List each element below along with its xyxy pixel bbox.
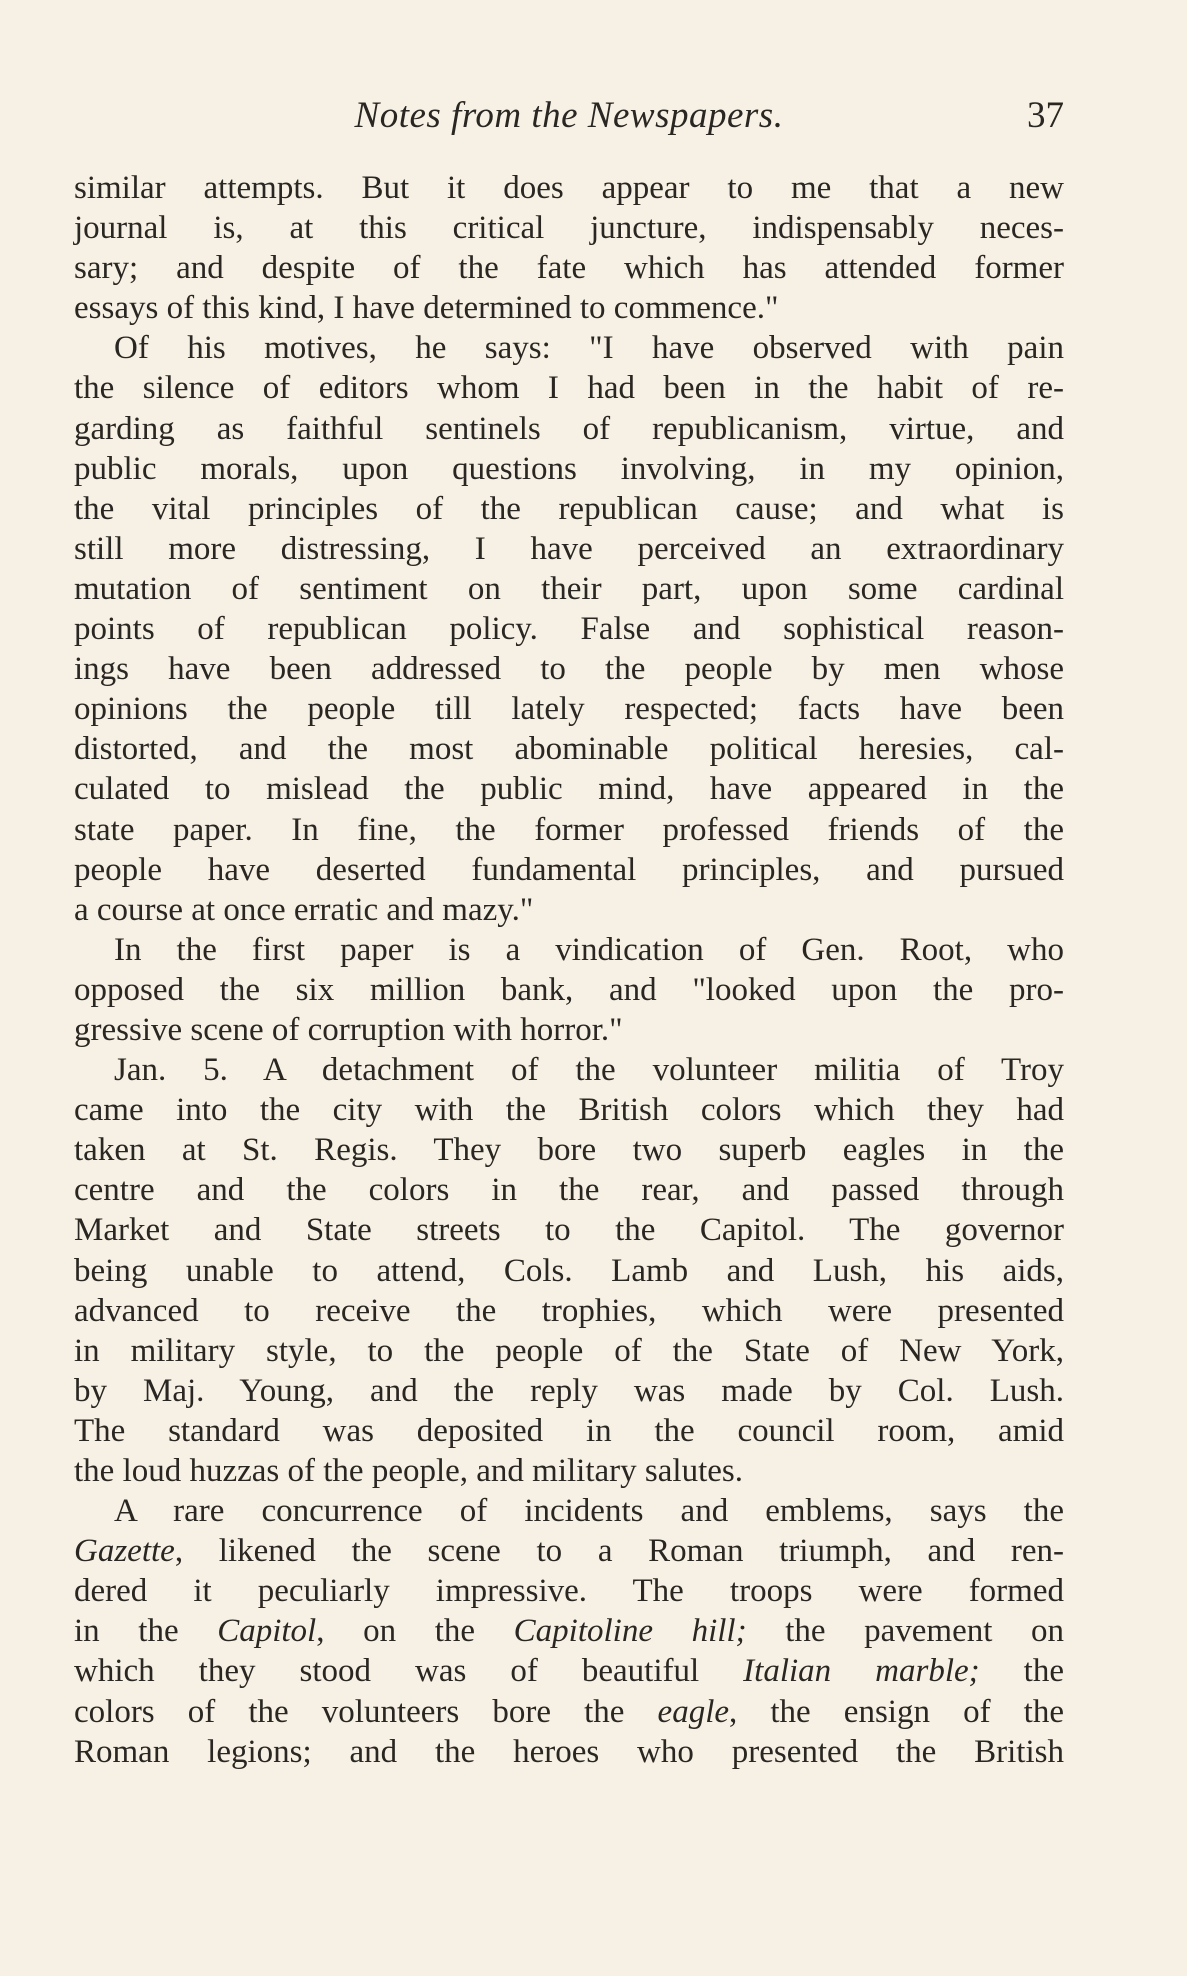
text-line: people have deserted fundamental principles, and pursued	[74, 851, 1064, 888]
text-fragment: , the ensign of the	[729, 1693, 1064, 1730]
text-line: distorted, and the most abominable political heresies, cal-	[74, 731, 1064, 768]
running-title: Notes from the Newspapers.	[354, 95, 784, 136]
text-line: in military style, to the people of the State of New York,	[74, 1332, 1064, 1369]
text-line: essays of this kind, I have determined to commence."	[74, 290, 779, 327]
text-line: state paper. In fine, the former professed friends of the	[74, 811, 1064, 848]
text-fragment: the	[979, 1653, 1064, 1690]
text-line: by Maj. Young, and the reply was made by Col. Lush.	[74, 1372, 1064, 1409]
text-line: garding as faithful sentinels of republicanism, virtue, and	[74, 410, 1064, 447]
text-line: the loud huzzas of the people, and military salutes.	[74, 1453, 743, 1489]
italic-eagle: eagle	[657, 1693, 730, 1730]
text-line: gressive scene of corruption with horror."	[74, 1011, 623, 1048]
text-line: culated to mislead the public mind, have appeared in the	[74, 771, 1064, 808]
page-number: 37	[1027, 95, 1064, 136]
text-fragment: the pavement on	[746, 1613, 1064, 1650]
text-line: advanced to receive the trophies, which were presented	[74, 1292, 1064, 1329]
text-line: centre and the colors in the rear, and passed through	[74, 1172, 1064, 1209]
italic-capitol: Capitol	[217, 1613, 317, 1650]
body-text	[74, 168, 1064, 1772]
italic-gazette: Gazette	[74, 1533, 175, 1570]
text-line: opinions the people till lately respected; facts have been	[74, 691, 1064, 728]
text-fragment: , on the	[316, 1613, 514, 1650]
italic-capitoline-hill: Capitoline hill;	[513, 1613, 747, 1650]
text-line: came into the city with the British colors which they had	[74, 1092, 1064, 1129]
text-fragment: , likened the scene to a Roman triumph, and ren-	[174, 1533, 1064, 1570]
text-line: mutation of sentiment on their part, upon some cardinal	[74, 570, 1064, 607]
text-line: public morals, upon questions involving, in my opinion,	[74, 450, 1064, 487]
text-line: points of republican policy. False and sophistical reason-	[74, 611, 1064, 648]
text-line: The standard was deposited in the council room, amid	[74, 1412, 1064, 1449]
text-line: Of his motives, he says: "I have observed with pain	[114, 330, 1064, 367]
italic-italian-marble: Italian marble;	[743, 1653, 980, 1690]
text-line: In the first paper is a vindication of Gen. Root, who	[114, 931, 1064, 968]
text-line	[74, 1611, 1064, 1651]
text-line: taken at St. Regis. They bore two superb eagles in the	[74, 1132, 1064, 1169]
text-line: Jan. 5. A detachment of the volunteer militia of Troy	[114, 1052, 1064, 1089]
text-fragment: colors of the volunteers bore the	[74, 1693, 658, 1730]
text-line: Market and State streets to the Capitol. The governor	[74, 1212, 1064, 1249]
text-line: Roman legions; and the heroes who presented the British	[74, 1733, 1064, 1770]
text-line: sary; and despite of the fate which has attended former	[74, 250, 1064, 287]
text-line: journal is, at this critical juncture, indispensably neces-	[74, 210, 1064, 247]
text-line: being unable to attend, Cols. Lamb and Lush, his aids,	[74, 1252, 1064, 1289]
text-line: A rare concurrence of incidents and emblems, says the	[114, 1493, 1064, 1530]
text-line: the silence of editors whom I had been in the habit of re-	[74, 370, 1064, 407]
text-fragment: in the	[74, 1613, 218, 1650]
running-head	[74, 94, 1064, 140]
text-line: dered it peculiarly impressive. The troops were formed	[74, 1573, 1064, 1610]
text-line: ings have been addressed to the people by men whose	[74, 651, 1064, 688]
text-line: similar attempts. But it does appear to me that a new	[74, 170, 1064, 206]
text-line: opposed the six million bank, and "looked upon the pro-	[74, 971, 1064, 1008]
text-fragment: which they stood was of beautiful	[74, 1653, 744, 1690]
text-line: the vital principles of the republican cause; and what is	[74, 490, 1064, 527]
text-line: still more distressing, I have perceived an extraordinary	[74, 530, 1064, 567]
text-line	[74, 1531, 1064, 1571]
text-line	[74, 1651, 1064, 1691]
text-line: a course at once erratic and mazy."	[74, 891, 534, 928]
text-line	[74, 1692, 1064, 1732]
